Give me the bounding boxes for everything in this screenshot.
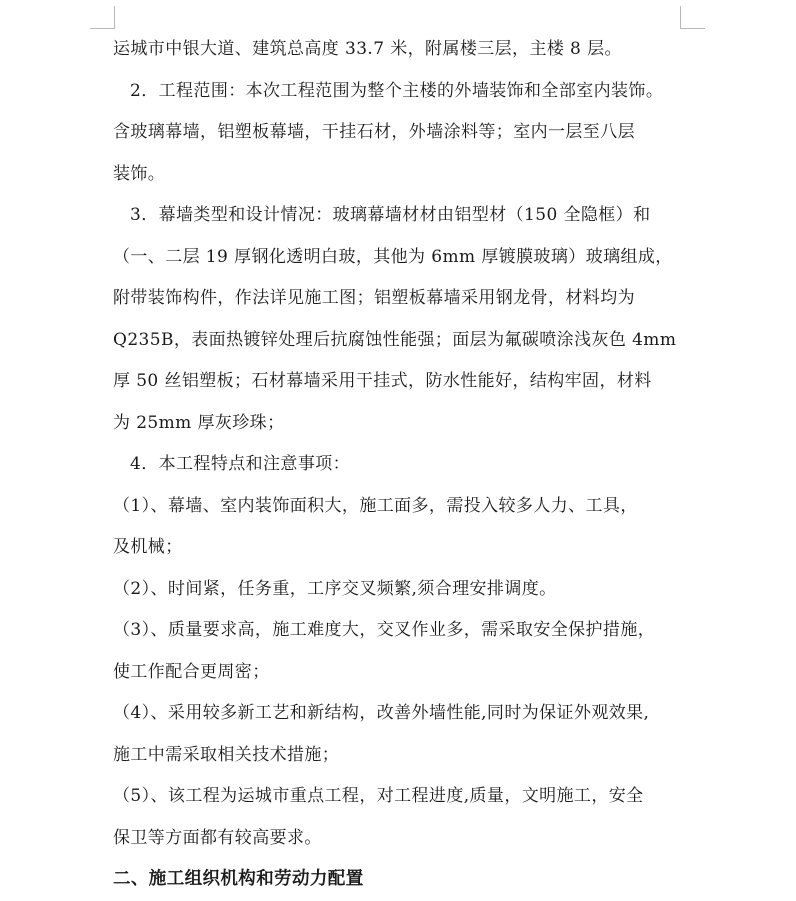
text-line: 运城市中银大道、建筑总高度 33.7 米，附属楼三层，主楼 8 层。 [113, 39, 622, 59]
crop-mark-top-left [90, 6, 115, 29]
text-line: （5）、该工程为运城市重点工程，对工程进度,质量，文明施工，安全 [113, 786, 644, 806]
text-line: 含玻璃幕墙，铝塑板幕墙，干挂石材，外墙涂料等；室内一层至八层 [113, 122, 635, 142]
text-line: （2）、时间紧，任务重，工序交叉频繁,须合理安排调度。 [113, 578, 557, 599]
text-line: （3）、质量要求高，施工难度大，交叉作业多，需采取安全保护措施， [113, 620, 656, 640]
document-body [113, 29, 683, 901]
text-line: 厚 50 丝铝塑板；石材幕墙采用干挂式，防水性能好，结构牢固，材料 [113, 371, 652, 391]
text-line: 装饰。 [113, 163, 166, 184]
section-heading: 二、施工组织机构和劳动力配置 [113, 869, 364, 889]
text-line: 附带装饰构件，作法详见施工图；铝塑板幕墙采用钢龙骨，材料均为 [113, 288, 635, 308]
text-line: （一、二层 19 厚钢化透明白玻，其他为 6mm 厚镀膜玻璃）玻璃组成， [113, 246, 673, 267]
text-line: （1）、幕墙、室内装饰面积大，施工面多，需投入较多人力、工具， [113, 495, 638, 516]
text-line: （4）、采用较多新工艺和新结构，改善外墙性能,同时为保证外观效果, [113, 703, 650, 723]
crop-mark-top-right [680, 6, 705, 29]
text-line: 4．本工程特点和注意事项： [130, 454, 351, 474]
text-line: 施工中需采取相关技术措施； [113, 744, 340, 765]
text-line: 2．工程范围：本次工程范围为整个主楼的外墙装饰和全部室内装饰。 [130, 80, 664, 101]
text-line: 使工作配合更周密； [113, 661, 270, 682]
text-line: 为 25mm 厚灰珍珠； [113, 412, 285, 433]
text-line: 3．幕墙类型和设计情况：玻璃幕墙材材由铝型材（150 全隐框）和 [130, 205, 651, 225]
text-line: 及机械； [113, 537, 183, 557]
text-line: Q235B，表面热镀锌处理后抗腐蚀性能强；面层为氟碳喷涂浅灰色 4mm [113, 329, 677, 350]
text-line: 保卫等方面都有较高要求。 [113, 827, 322, 848]
